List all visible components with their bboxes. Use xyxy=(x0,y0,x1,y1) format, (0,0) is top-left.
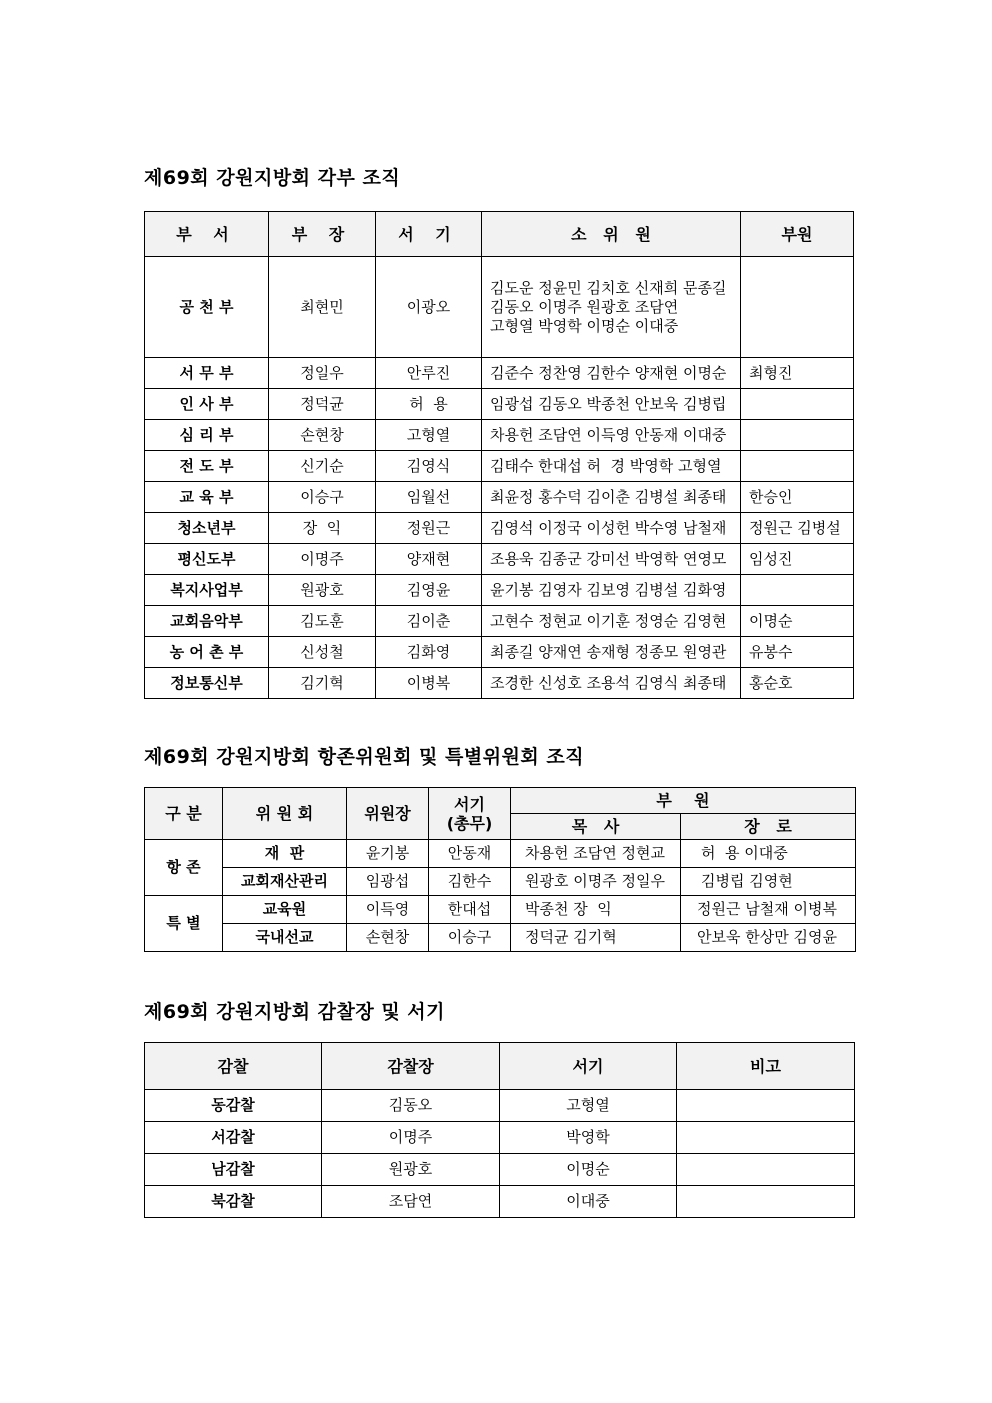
dept-head: 정일우 xyxy=(269,358,376,389)
committee-pastor: 박종천 장 익 xyxy=(511,896,681,924)
header-secretary-line1: 서기 xyxy=(454,794,485,814)
district-chief: 조담연 xyxy=(322,1186,500,1218)
dept-extra: 유봉수 xyxy=(741,637,854,668)
dept-name: 평신도부 xyxy=(145,544,269,575)
header-members: 부 원 xyxy=(511,788,856,814)
dept-name: 심 리 부 xyxy=(145,420,269,451)
header-chair: 위원장 xyxy=(347,788,429,840)
dept-head: 김도훈 xyxy=(269,606,376,637)
inspection-table xyxy=(144,1042,855,1218)
dept-members: 최종길 양재연 송재형 정종모 원영관 xyxy=(482,637,741,668)
district-chief: 원광호 xyxy=(322,1154,500,1186)
table-row xyxy=(145,575,854,606)
dept-extra: 이명순 xyxy=(741,606,854,637)
header-secretary: 서기 xyxy=(500,1043,677,1090)
header-dept: 부 서 xyxy=(145,212,269,257)
table-row xyxy=(145,257,854,358)
dept-head: 장 익 xyxy=(269,513,376,544)
table-row xyxy=(145,358,854,389)
header-secretary: 서 기 xyxy=(376,212,482,257)
dept-secretary: 김영윤 xyxy=(376,575,482,606)
dept-secretary: 정원근 xyxy=(376,513,482,544)
dept-members xyxy=(482,257,741,358)
dept-head: 신성철 xyxy=(269,637,376,668)
table-row xyxy=(145,606,854,637)
dept-secretary: 임월선 xyxy=(376,482,482,513)
table-row xyxy=(145,389,854,420)
dept-members: 윤기봉 김영자 김보영 김병설 김화영 xyxy=(482,575,741,606)
dept-head: 원광호 xyxy=(269,575,376,606)
committee-table-header xyxy=(145,788,856,814)
dept-name: 서 무 부 xyxy=(145,358,269,389)
table-row xyxy=(145,637,854,668)
table-row xyxy=(145,668,854,699)
committee-secretary: 안동재 xyxy=(429,840,511,868)
committee-name: 교육원 xyxy=(223,896,347,924)
header-extra: 부원 xyxy=(741,212,854,257)
member-line: 고형열 박영학 이명순 이대중 xyxy=(490,316,679,335)
dept-head: 손현창 xyxy=(269,420,376,451)
dept-members: 조경한 신성호 조용석 김영식 최종태 xyxy=(482,668,741,699)
dept-head: 이승구 xyxy=(269,482,376,513)
table-row xyxy=(145,896,856,924)
dept-members: 차용헌 조담연 이득영 안동재 이대중 xyxy=(482,420,741,451)
dept-secretary: 안루진 xyxy=(376,358,482,389)
district-name: 남감찰 xyxy=(145,1154,322,1186)
dept-secretary: 김화영 xyxy=(376,637,482,668)
committee-elder: 안보욱 한상만 김영윤 xyxy=(681,924,856,952)
dept-extra xyxy=(741,257,854,358)
committee-name: 재 판 xyxy=(223,840,347,868)
committee-secretary: 한대섭 xyxy=(429,896,511,924)
dept-name: 공 천 부 xyxy=(145,257,269,358)
table-row xyxy=(145,482,854,513)
dept-extra: 임성진 xyxy=(741,544,854,575)
dept-extra: 정원근 김병설 xyxy=(741,513,854,544)
table-row xyxy=(145,420,854,451)
committee-secretary: 김한수 xyxy=(429,868,511,896)
header-chief: 감찰장 xyxy=(322,1043,500,1090)
table-row xyxy=(145,1154,855,1186)
header-head: 부 장 xyxy=(269,212,376,257)
header-secretary-line2: (총무) xyxy=(446,813,493,833)
table-row xyxy=(145,840,856,868)
dept-name: 전 도 부 xyxy=(145,451,269,482)
header-note: 비고 xyxy=(677,1043,855,1090)
dept-secretary: 허 용 xyxy=(376,389,482,420)
dept-name: 청소년부 xyxy=(145,513,269,544)
dept-secretary: 이광오 xyxy=(376,257,482,358)
header-secretary xyxy=(429,788,511,840)
committee-elder: 허 용 이대중 xyxy=(681,840,856,868)
dept-name: 교 육 부 xyxy=(145,482,269,513)
committee-pastor: 차용헌 조담연 정현교 xyxy=(511,840,681,868)
dept-members: 고현수 정현교 이기훈 정영순 김영현 xyxy=(482,606,741,637)
dept-extra xyxy=(741,420,854,451)
committee-chair: 이득영 xyxy=(347,896,429,924)
table-row xyxy=(145,1122,855,1154)
table-row xyxy=(145,1186,855,1218)
district-name: 동감찰 xyxy=(145,1090,322,1122)
dept-extra xyxy=(741,451,854,482)
committee-elder: 정원근 남철재 이병복 xyxy=(681,896,856,924)
district-secretary: 이대중 xyxy=(500,1186,677,1218)
dept-members: 임광섭 김동오 박종천 안보욱 김병립 xyxy=(482,389,741,420)
committee-chair: 임광섭 xyxy=(347,868,429,896)
dept-members: 최윤정 홍수덕 김이춘 김병설 최종태 xyxy=(482,482,741,513)
group-name: 특 별 xyxy=(145,896,223,952)
committee-pastor: 정덕균 김기혁 xyxy=(511,924,681,952)
committee-elder: 김병립 김영현 xyxy=(681,868,856,896)
dept-secretary: 고형열 xyxy=(376,420,482,451)
district-name: 서감찰 xyxy=(145,1122,322,1154)
dept-extra xyxy=(741,575,854,606)
table-row xyxy=(145,924,856,952)
dept-extra: 홍순호 xyxy=(741,668,854,699)
committee-name: 국내선교 xyxy=(223,924,347,952)
dept-name: 정보통신부 xyxy=(145,668,269,699)
dept-secretary: 양재현 xyxy=(376,544,482,575)
dept-extra: 한승인 xyxy=(741,482,854,513)
dept-head: 정덕균 xyxy=(269,389,376,420)
district-note xyxy=(677,1186,855,1218)
group-name: 항 존 xyxy=(145,840,223,896)
dept-head: 최현민 xyxy=(269,257,376,358)
committee-name: 교회재산관리 xyxy=(223,868,347,896)
dept-name: 교회음악부 xyxy=(145,606,269,637)
section3-title: 제69회 강원지방회 감찰장 및 서기 xyxy=(144,1001,446,1023)
section2-title: 제69회 강원지방회 항존위원회 및 특별위원회 조직 xyxy=(144,746,585,768)
district-note xyxy=(677,1090,855,1122)
district-name: 북감찰 xyxy=(145,1186,322,1218)
dept-secretary: 이병복 xyxy=(376,668,482,699)
dept-secretary: 김이춘 xyxy=(376,606,482,637)
table-row xyxy=(145,451,854,482)
department-table xyxy=(144,211,854,699)
dept-head: 신기순 xyxy=(269,451,376,482)
inspection-table-header xyxy=(145,1043,855,1090)
dept-members: 김준수 정찬영 김한수 양재현 이명순 xyxy=(482,358,741,389)
district-chief: 이명주 xyxy=(322,1122,500,1154)
header-gubun: 구 분 xyxy=(145,788,223,840)
dept-members: 조용욱 김종군 강미선 박영학 연영모 xyxy=(482,544,741,575)
section1-title: 제69회 강원지방회 각부 조직 xyxy=(144,167,401,189)
table-row xyxy=(145,513,854,544)
district-note xyxy=(677,1122,855,1154)
header-elder: 장 로 xyxy=(681,814,856,840)
department-table-header xyxy=(145,212,854,257)
committee-chair: 손현창 xyxy=(347,924,429,952)
dept-head: 김기혁 xyxy=(269,668,376,699)
committee-pastor: 원광호 이명주 정일우 xyxy=(511,868,681,896)
dept-members: 김영석 이정국 이성헌 박수영 남철재 xyxy=(482,513,741,544)
member-line: 김동오 이명주 원광호 조담연 xyxy=(490,297,679,316)
committee-chair: 윤기봉 xyxy=(347,840,429,868)
dept-name: 인 사 부 xyxy=(145,389,269,420)
district-secretary: 이명순 xyxy=(500,1154,677,1186)
table-row xyxy=(145,868,856,896)
dept-extra: 최형진 xyxy=(741,358,854,389)
district-note xyxy=(677,1154,855,1186)
dept-secretary: 김영식 xyxy=(376,451,482,482)
committee-secretary: 이승구 xyxy=(429,924,511,952)
header-committee: 위 원 회 xyxy=(223,788,347,840)
header-pastor: 목 사 xyxy=(511,814,681,840)
header-district: 감찰 xyxy=(145,1043,322,1090)
dept-name: 농 어 촌 부 xyxy=(145,637,269,668)
dept-head: 이명주 xyxy=(269,544,376,575)
committee-table xyxy=(144,787,856,952)
dept-members: 김태수 한대섭 허 경 박영학 고형열 xyxy=(482,451,741,482)
district-secretary: 고형열 xyxy=(500,1090,677,1122)
dept-extra xyxy=(741,389,854,420)
table-row xyxy=(145,1090,855,1122)
dept-name: 복지사업부 xyxy=(145,575,269,606)
member-line: 김도운 정윤민 김치호 신재희 문종길 xyxy=(490,278,727,297)
header-members: 소 위 원 xyxy=(482,212,741,257)
district-chief: 김동오 xyxy=(322,1090,500,1122)
district-secretary: 박영학 xyxy=(500,1122,677,1154)
table-row xyxy=(145,544,854,575)
